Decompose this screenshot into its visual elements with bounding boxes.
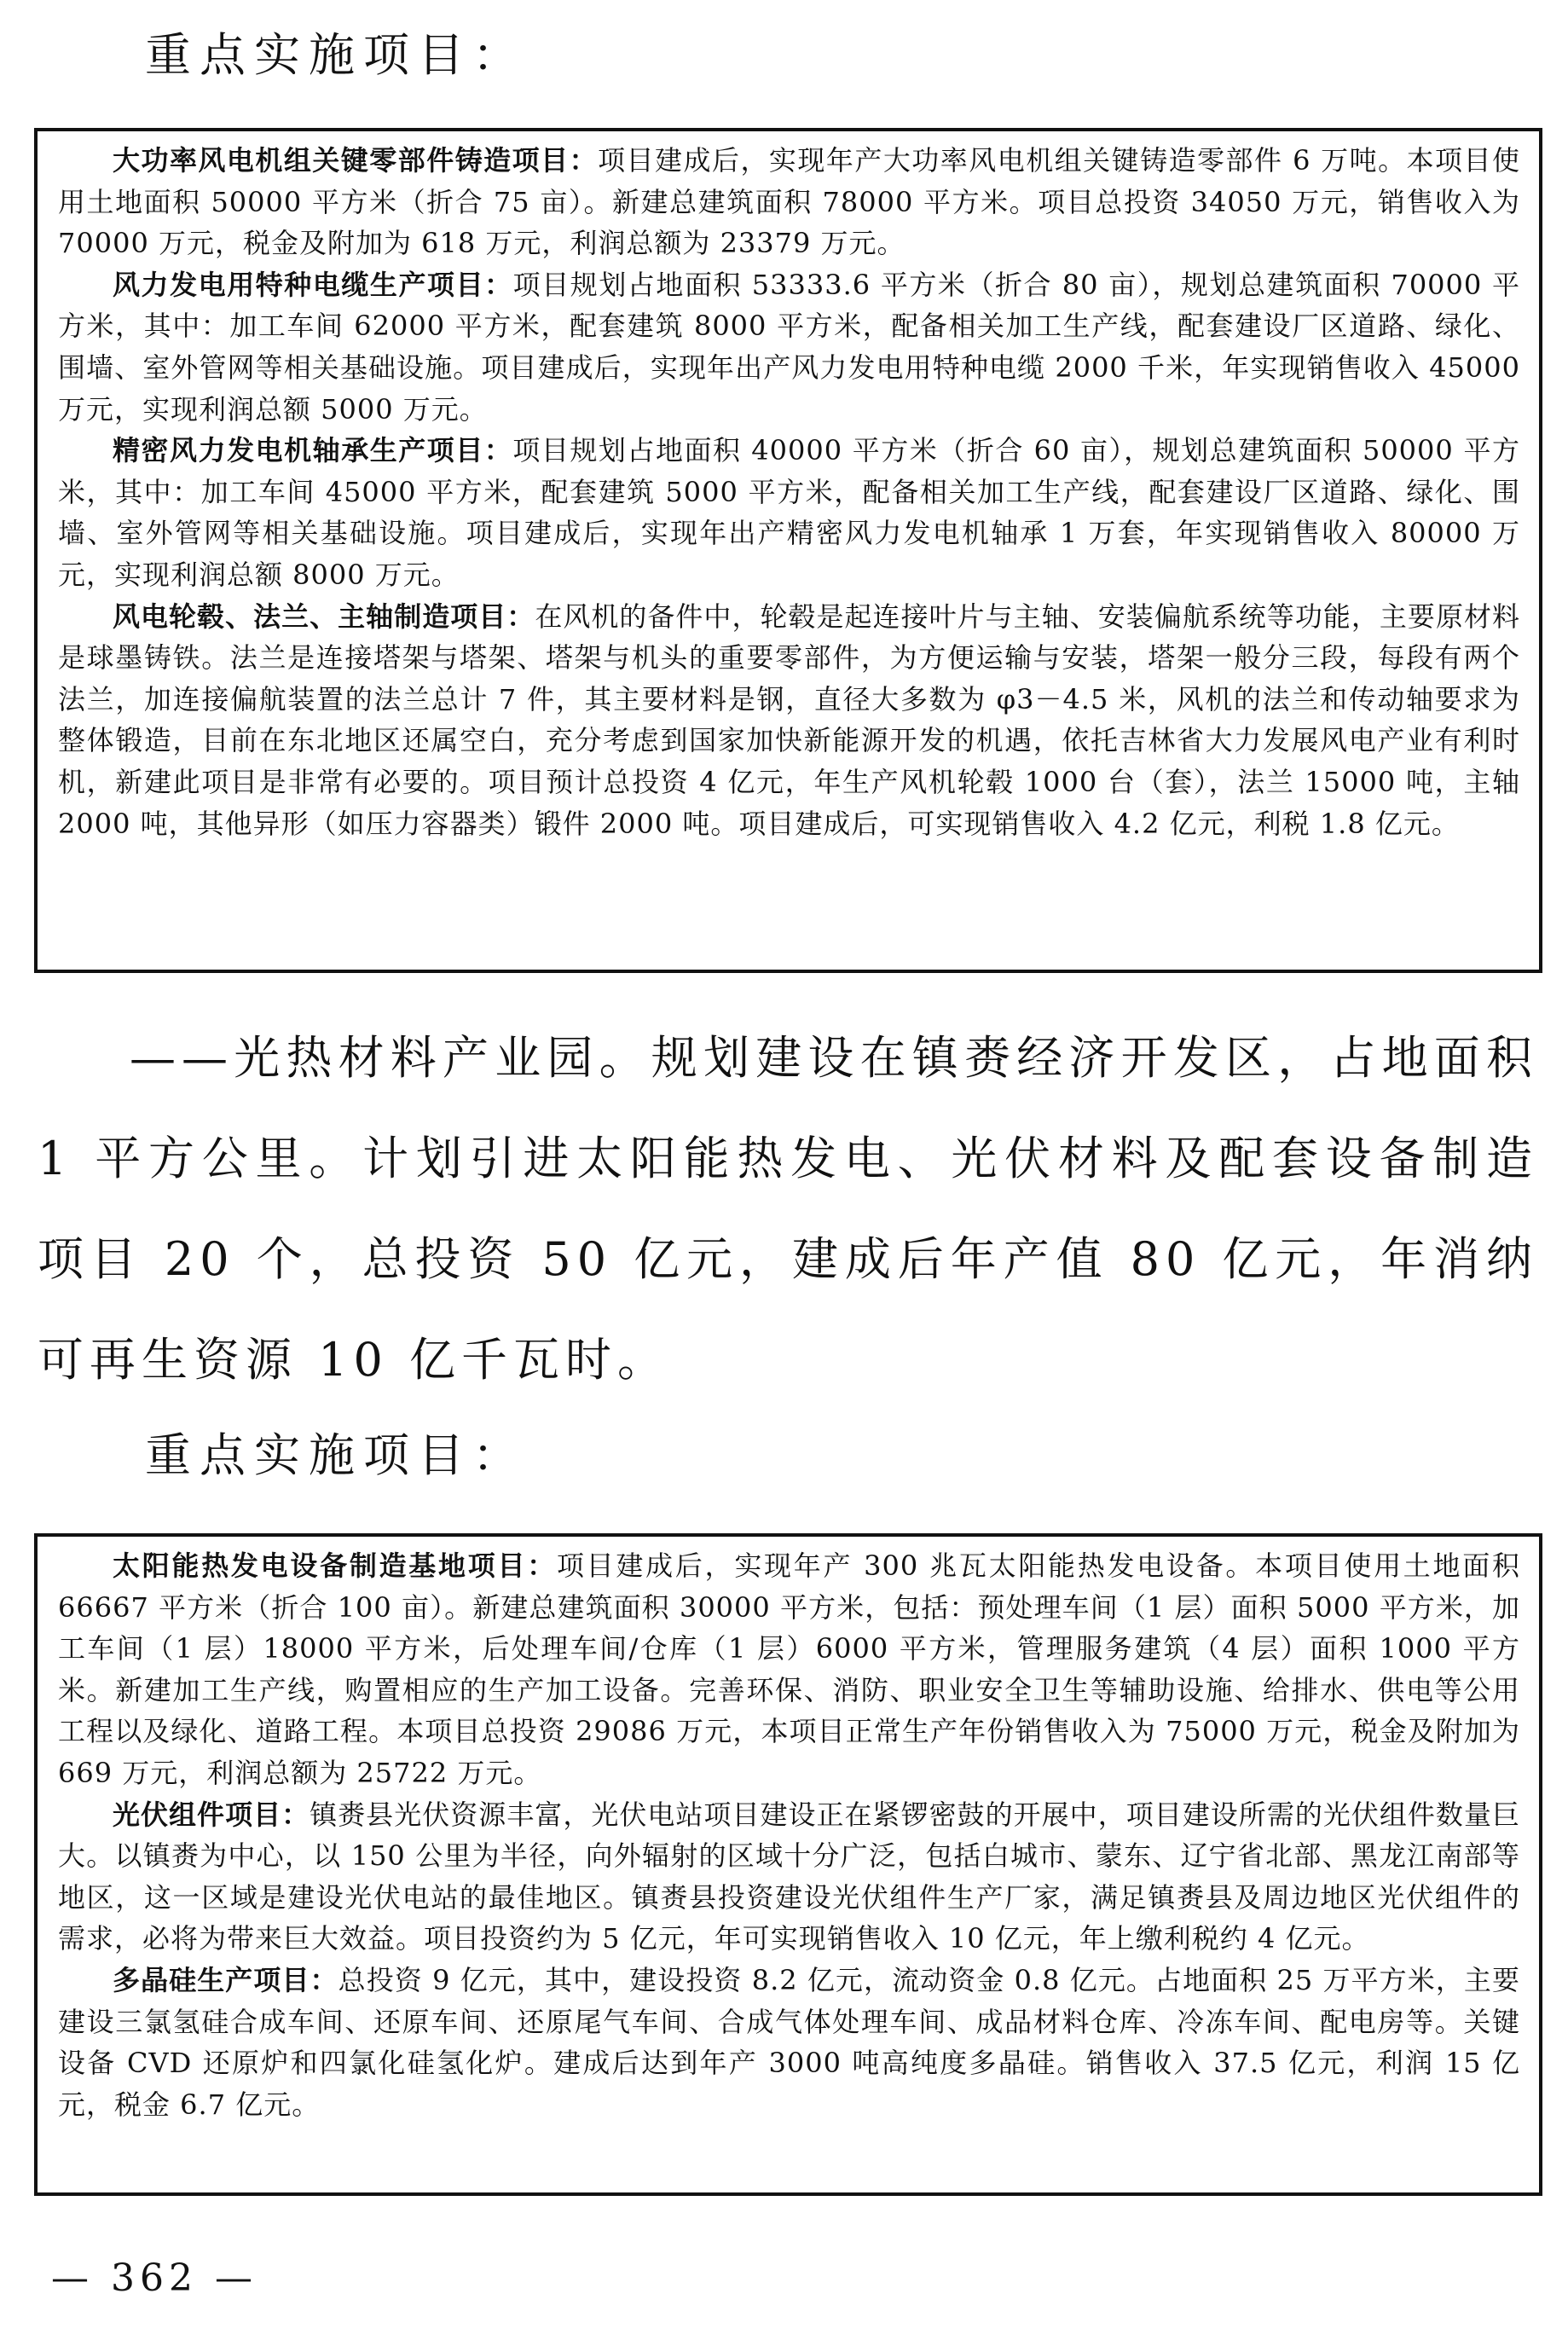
project-title: 风力发电用特种电缆生产项目：	[113, 268, 513, 301]
project-entry	[58, 1545, 1520, 1794]
project-description: 镇赉县光伏资源丰富，光伏电站项目建设正在紧锣密鼓的开展中，项目建设所需的光伏组件数量巨大。以镇赉为中心，以 150 公里为半径，向外辐射的区域十分广泛，包括白城市、蒙东、辽宁省北部、黑龙江南部等地区，这一区域是建设光伏电站的最佳地区。镇赉县投资建设光伏组件生产厂家，满足镇赉县及周边地区光伏组件的需求，必将为带来巨大效益。项目投资约为 5 亿元，年可实现销售收入 10 亿元，年上缴利税约 4 亿元。	[58, 1798, 1520, 1955]
project-title: 太阳能热发电设备制造基地项目：	[113, 1549, 557, 1582]
project-description: 总投资 9 亿元，其中，建设投资 8.2 亿元，流动资金 0.8 亿元。占地面积 25 万平方米，主要建设三氯氢硅合成车间、还原车间、还原尾气车间、合成气体处理车间、成品材料仓库、冷冻车间、配电房等。关键设备 CVD 还原炉和四氯化硅氢化炉。建成后达到年产 3000 吨高纯度多晶硅。销售收入 37.5 亿元，利润 15 亿元，税金 6.7 亿元。	[58, 1963, 1520, 2121]
project-title: 光伏组件项目：	[113, 1798, 310, 1831]
project-box-1	[34, 128, 1542, 973]
project-title: 风电轮毂、法兰、主轴制造项目：	[113, 599, 535, 633]
project-entry	[58, 596, 1520, 845]
project-entry	[58, 430, 1520, 595]
project-description: 在风机的备件中，轮毂是起连接叶片与主轴、安装偏航系统等功能，主要原材料是球墨铸铁。法兰是连接塔架与塔架、塔架与机头的重要零部件，为方便运输与安装，塔架一般分三段，每段有两个法兰，加连接偏航装置的法兰总计 7 件，其主要材料是钢，直径大多数为 φ3－4.5 米，风机的法兰和传动轴要求为整体锻造，目前在东北地区还属空白，充分考虑到国家加快新能源开发的机遇，依托吉林省大力发展风电产业有利时机，新建此项目是非常有必要的。项目预计总投资 4 亿元，年生产风机轮毂 1000 台（套），法兰 15000 吨，主轴 2000 吨，其他异形（如压力容器类）锻件 2000 吨。项目建成后，可实现销售收入 4.2 亿元，利税 1.8 亿元。	[58, 599, 1520, 840]
project-title: 大功率风电机组关键零部件铸造项目：	[113, 144, 599, 177]
project-entry	[58, 264, 1520, 430]
project-box-2	[34, 1533, 1542, 2196]
project-description: 项目建成后，实现年产 300 兆瓦太阳能热发电设备。本项目使用土地面积 66667 平方米（折合 100 亩）。新建总建筑面积 30000 平方米，包括：预处理车间（1 层）面积 5000 平方米，加工车间（1 层）18000 平方米，后处理车间/仓库（1 层）6000 平方米，管理服务建筑（4 层）面积 1000 平方米。新建加工生产线，购置相应的生产加工设备。完善环保、消防、职业安全卫生等辅助设施、给排水、供电等公用工程以及绿化、道路工程。本项目总投资 29086 万元，本项目正常生产年份销售收入为 75000 万元，税金及附加为 669 万元，利润总额为 25722 万元。	[58, 1549, 1520, 1789]
page-number: — 362 —	[51, 2256, 257, 2300]
project-title: 精密风力发电机轴承生产项目：	[113, 434, 513, 467]
project-entry	[58, 140, 1520, 264]
project-entry	[58, 1960, 1520, 2125]
project-description: 项目规划占地面积 40000 平方米（折合 60 亩），规划总建筑面积 50000 平方米，其中：加工车间 45000 平方米，配套建筑 5000 平方米，配备相关加工生产线，配套建设厂区道路、绿化、围墙、室外管网等相关基础设施。项目建成后，实现年出产精密风力发电机轴承 1 万套，年实现销售收入 80000 万元，实现利润总额 8000 万元。	[58, 434, 1520, 591]
project-title: 多晶硅生产项目：	[113, 1963, 338, 1996]
section-heading-1: 重点实施项目：	[145, 28, 527, 82]
project-description: 项目规划占地面积 53333.6 平方米（折合 80 亩），规划总建筑面积 70000 平方米，其中：加工车间 62000 平方米，配套建筑 8000 平方米，配备相关加工生产线，配套建设厂区道路、绿化、围墙、室外管网等相关基础设施。项目建成后，实现年出产风力发电用特种电缆 2000 千米，年实现销售收入 45000 万元，实现利润总额 5000 万元。	[58, 268, 1520, 426]
project-description: 项目建成后，实现年产大功率风电机组关键铸造零部件 6 万吨。本项目使用土地面积 50000 平方米（折合 75 亩）。新建总建筑面积 78000 平方米。项目总投资 34050 万元，销售收入为 70000 万元，税金及附加为 618 万元，利润总额为 23379 万元。	[58, 144, 1520, 260]
body-paragraph: ——光热材料产业园。规划建设在镇赉经济开发区，占地面积 1 平方公里。计划引进太阳能热发电、光伏材料及配套设备制造项目 20 个，总投资 50 亿元，建成后年产值 80 亿元，年消纳可再生资源 10 亿千瓦时。	[38, 1031, 1538, 1387]
section-heading-2: 重点实施项目：	[145, 1428, 527, 1482]
project-entry	[58, 1794, 1520, 1960]
